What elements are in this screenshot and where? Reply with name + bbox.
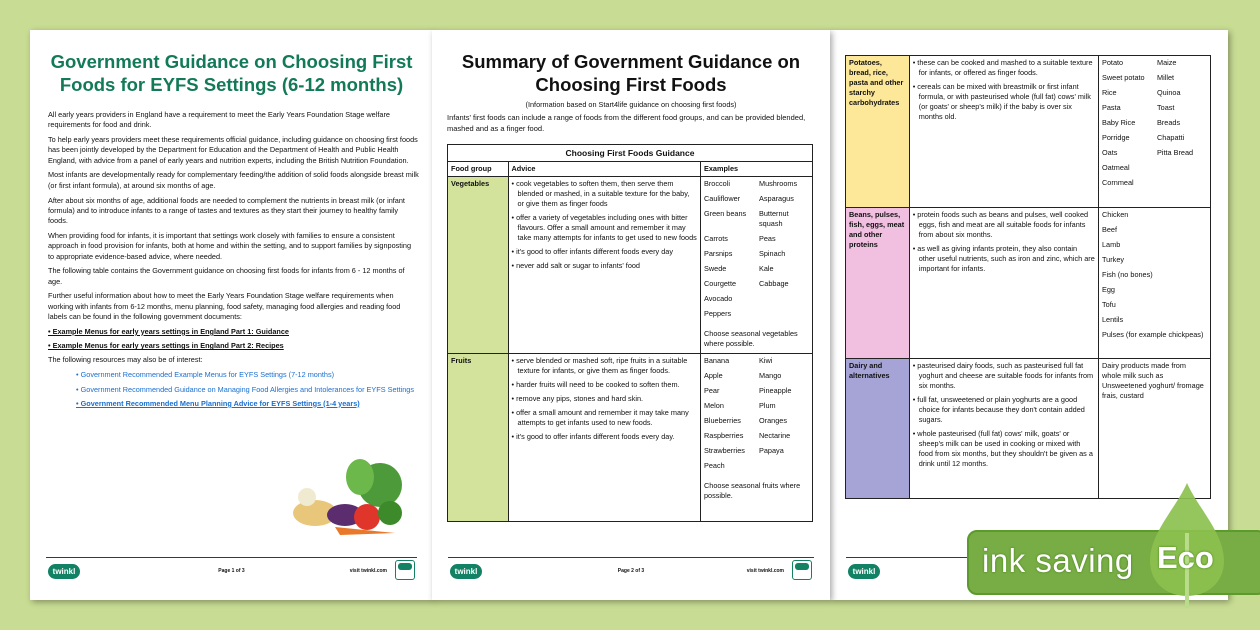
food-group-cell: Fruits: [448, 354, 509, 522]
example-item: Kale: [759, 264, 774, 273]
advice-item: • never add salt or sugar to infants' food: [511, 261, 640, 270]
advice-item: • full fat, unsweetened or plain yoghurts are a good choice for infants because they don't contain added sugars.: [912, 395, 1085, 424]
page-number: Page 2 of 3: [617, 568, 645, 574]
example-item: Pear: [704, 386, 720, 395]
example-item: Breads: [1157, 118, 1181, 127]
example-item: Spinach: [759, 249, 786, 258]
advice-cell: [909, 56, 1098, 208]
example-item: Cabbage: [759, 279, 789, 288]
table-row: [846, 359, 1211, 499]
example-item: Peach: [704, 461, 725, 470]
food-group-cell: Dairy and alternatives: [846, 359, 910, 499]
example-item: Chapatti: [1157, 133, 1185, 142]
document-link[interactable]: • Example Menus for early years settings in England Part 2: Recipes: [48, 341, 284, 351]
example-item: Courgette: [704, 279, 737, 288]
document-link[interactable]: • Example Menus for early years settings in England Part 1: Guidance: [48, 326, 289, 336]
example-item: Apple: [704, 371, 723, 380]
example-item: [1157, 178, 1207, 188]
example-item: Mushrooms: [759, 179, 798, 188]
examples-list: [1102, 210, 1207, 340]
paragraph: Most infants are developmentally ready for complementary feeding/the addition of solid foods alongside breast milk (or first infant formula), at around six months of age.: [48, 170, 419, 190]
example-item: Plum: [759, 401, 776, 410]
column-header: Food group: [448, 162, 509, 177]
advice-item: • whole pasteurised (full fat) cows' milk, goats' or sheep's milk can be used in cooking or mixed with food from six months, but they shouldn't be given as a drink until 12 months.: [912, 429, 1093, 468]
example-item: Papaya: [759, 446, 784, 455]
example-item: Quinoa: [1157, 88, 1181, 97]
paragraph: Further useful information about how to meet the Early Years Foundation Stage welfare requirements when working with infants from 6-12 months, menu planning, food safety, managing food allergies and reading food labels can be found in the following government documents:: [48, 291, 401, 322]
example-item: Asparagus: [759, 194, 794, 203]
page-number: Page 1 of 3: [218, 568, 245, 574]
example-item: Lamb: [1102, 240, 1121, 249]
advice-cell: [508, 177, 700, 354]
example-item: Toast: [1157, 103, 1175, 112]
example-item: [759, 309, 809, 319]
table-row: [846, 56, 1211, 208]
paragraph: All early years providers in England have a requirement to meet the Early Years Foundation Stage welfare requirements for food and drink.: [48, 110, 390, 130]
advice-item: • these can be cooked and mashed to a suitable texture for infants, or offered as finger foods.: [912, 58, 1093, 77]
example-item: Egg: [1102, 285, 1115, 294]
example-item: Pasta: [1102, 103, 1121, 112]
examples-list: [704, 356, 809, 471]
food-group-cell: Potatoes, bread, rice, pasta and other starchy carbohydrates: [846, 56, 910, 208]
visit-link[interactable]: visit twinkl.com: [746, 568, 784, 574]
example-item: Peppers: [704, 309, 732, 318]
paragraph: The following table contains the Government guidance on choosing first foods for infants from 6 - 12 months of age.: [48, 266, 405, 286]
example-item: Nectarine: [759, 431, 791, 440]
example-item: Lentils: [1102, 315, 1124, 324]
examples-list: [1102, 361, 1207, 401]
example-item: Turkey: [1102, 255, 1125, 264]
table-title: Choosing First Foods Guidance: [448, 145, 813, 162]
advice-item: • protein foods such as beans and pulses, well cooked eggs, fish and meat are all suitable foods for infants from about six months.: [912, 210, 1089, 239]
paragraph: To help early years providers meet these requirements official guidance, including guidance on choosing first foods has been jointly developed by the Department for Education and the Department of Health and Public Health England, with advice from a panel of early years and nutrition experts, including the British Nutrition Foundation.: [48, 135, 418, 165]
example-item: Parsnips: [704, 249, 733, 258]
resources-intro: The following resources may also be of interest:: [48, 355, 203, 365]
example-item: Pitta Bread: [1157, 148, 1194, 157]
twinkl-logo: twinkl: [848, 564, 880, 579]
example-item: Green beans: [704, 209, 747, 218]
example-item: Oranges: [759, 416, 787, 425]
example-item: [759, 294, 809, 304]
guidance-table: [447, 144, 813, 522]
advice-item: • it's good to offer infants different foods every day: [511, 247, 673, 256]
advice-cell: [909, 208, 1098, 359]
example-item: Millet: [1157, 73, 1175, 82]
example-item: Oats: [1102, 148, 1118, 157]
page-1: [30, 30, 433, 600]
example-item: [759, 461, 809, 471]
example-item: Maize: [1157, 58, 1177, 67]
example-item: Carrots: [704, 234, 728, 243]
page-title: Summary of Government Guidance on Choosing First Foods: [461, 51, 801, 95]
examples-list: [1102, 58, 1207, 188]
example-item: Pineapple: [759, 386, 792, 395]
example-item: [1157, 163, 1207, 173]
paragraph: After about six months of age, additional foods are needed to complement the nutrients in breast milk (or infant formula) and to introduce infants to a range of tastes and textures as they start their journey to healthy family foods.: [48, 195, 405, 226]
paragraph: When providing food for infants, it is important that settings work closely with families to ensure a consistent approach in food provision for infants, both at home and within the setting, and to support families by signposting to appropriate evidence-based advice, where needed.: [48, 230, 412, 261]
example-item: Cauliflower: [704, 194, 741, 203]
example-item: Sweet potato: [1102, 73, 1145, 82]
table-row: [846, 208, 1211, 359]
example-item: Kiwi: [759, 356, 773, 365]
example-item: Dairy products made from whole milk such as Unsweetened yoghurt/ fromage frais, custard: [1102, 361, 1204, 400]
examples-cell: [701, 177, 813, 354]
guidance-table-continued: [845, 55, 1211, 499]
example-item: Strawberries: [704, 446, 745, 455]
advice-item: • as well as giving infants protein, they also contain other useful nutrients, such as iron and zinc, which are important for infants.: [912, 244, 1095, 273]
page-title: Government Guidance on Choosing First Foods for EYFS Settings (6-12 months): [50, 51, 413, 95]
page-subtitle: (Information based on Start4life guidance on choosing first foods): [525, 100, 737, 109]
advice-item: • cook vegetables to soften them, then serve them blended or mashed, in a suitable texture for the baby, or give them as finger foods: [511, 179, 690, 208]
example-item: Broccoli: [704, 179, 730, 188]
advice-item: • harder fruits will need to be cooked to soften them.: [511, 380, 680, 389]
advice-cell: [508, 354, 700, 522]
vegetables-illustration: [285, 455, 415, 540]
advice-item: • it's good to offer infants different foods every day.: [511, 432, 675, 441]
page-2: [432, 30, 830, 600]
resource-link[interactable]: • Government Recommended Menu Planning Advice for EYFS Settings (1-4 years): [76, 398, 360, 408]
example-item: Beef: [1102, 225, 1118, 234]
example-item: Banana: [704, 356, 730, 365]
resource-link[interactable]: • Government Recommended Guidance on Managing Food Allergies and Intolerances for EYFS Settings: [76, 384, 414, 394]
examples-note: Choose seasonal vegetables where possible.: [704, 329, 798, 348]
column-header: Advice: [508, 162, 700, 177]
example-item: Cornmeal: [1102, 178, 1134, 187]
advice-item: • offer a small amount and remember it may take many attempts to get infants used to new foods.: [511, 408, 689, 427]
eco-badge-text: ink saving: [982, 542, 1134, 579]
advice-item: • offer a variety of vegetables including ones with bitter flavours. Offer a small amount and remember it may take many attempts for infants to get used to new foods: [511, 213, 697, 242]
example-item: Tofu: [1102, 300, 1116, 309]
example-item: Rice: [1102, 88, 1117, 97]
twinkl-logo: twinkl: [450, 564, 482, 579]
intro-text: Infants' first foods can include a range of foods from the different food groups, and can be provided blended, mashed and as a finger food.: [447, 113, 806, 133]
example-item: Oatmeal: [1102, 163, 1130, 172]
example-item: Pulses (for example chickpeas): [1102, 330, 1204, 339]
example-item: Swede: [704, 264, 727, 273]
examples-cell: [701, 354, 813, 522]
advice-cell: [909, 359, 1098, 499]
visit-link[interactable]: visit twinkl.com: [349, 568, 387, 574]
page-body: [48, 110, 419, 413]
example-item: Fish (no bones): [1102, 270, 1153, 279]
examples-cell: [1099, 56, 1211, 208]
page-footer: [46, 557, 417, 587]
example-item: Raspberries: [704, 431, 744, 440]
example-item: Peas: [759, 234, 776, 243]
column-header: Examples: [701, 162, 813, 177]
examples-cell: [1099, 359, 1211, 499]
example-item: Melon: [704, 401, 724, 410]
advice-item: • remove any pips, stones and hard skin.: [511, 394, 644, 403]
example-item: Mango: [759, 371, 782, 380]
advice-item: • pasteurised dairy foods, such as pasteurised full fat yoghurt and cheese are suitable foods for infants from six months.: [912, 361, 1094, 390]
examples-list: [704, 179, 809, 319]
example-item: Potato: [1102, 58, 1124, 67]
food-group-cell: Vegetables: [448, 177, 509, 354]
twinkl-logo: twinkl: [48, 564, 80, 579]
eco-label: Eco: [1157, 540, 1214, 575]
example-item: Butternut squash: [759, 209, 789, 228]
examples-note: Choose seasonal fruits where possible.: [704, 481, 801, 500]
table-row: [448, 177, 813, 354]
page-footer: [448, 557, 814, 587]
quality-badge-icon: [792, 560, 812, 580]
advice-item: • serve blended or mashed soft, ripe fruits in a suitable texture for infants, or give them as finger foods.: [511, 356, 688, 375]
quality-badge-icon: [395, 560, 415, 580]
example-item: Blueberries: [704, 416, 741, 425]
food-group-cell: Beans, pulses, fish, eggs, meat and other proteins: [846, 208, 910, 359]
table-row: [448, 354, 813, 522]
example-item: Avocado: [704, 294, 733, 303]
examples-cell: [1099, 208, 1211, 359]
example-item: Porridge: [1102, 133, 1130, 142]
example-item: Baby Rice: [1102, 118, 1136, 127]
resource-link[interactable]: • Government Recommended Example Menus for EYFS Settings (7-12 months): [76, 370, 335, 380]
example-item: Chicken: [1102, 210, 1129, 219]
advice-item: • cereals can be mixed with breastmilk or first infant formula, or with pasteurised whole (full fat) cows' milk (or goats' or sheep's milk) if the baby is over six months old.: [912, 82, 1091, 121]
